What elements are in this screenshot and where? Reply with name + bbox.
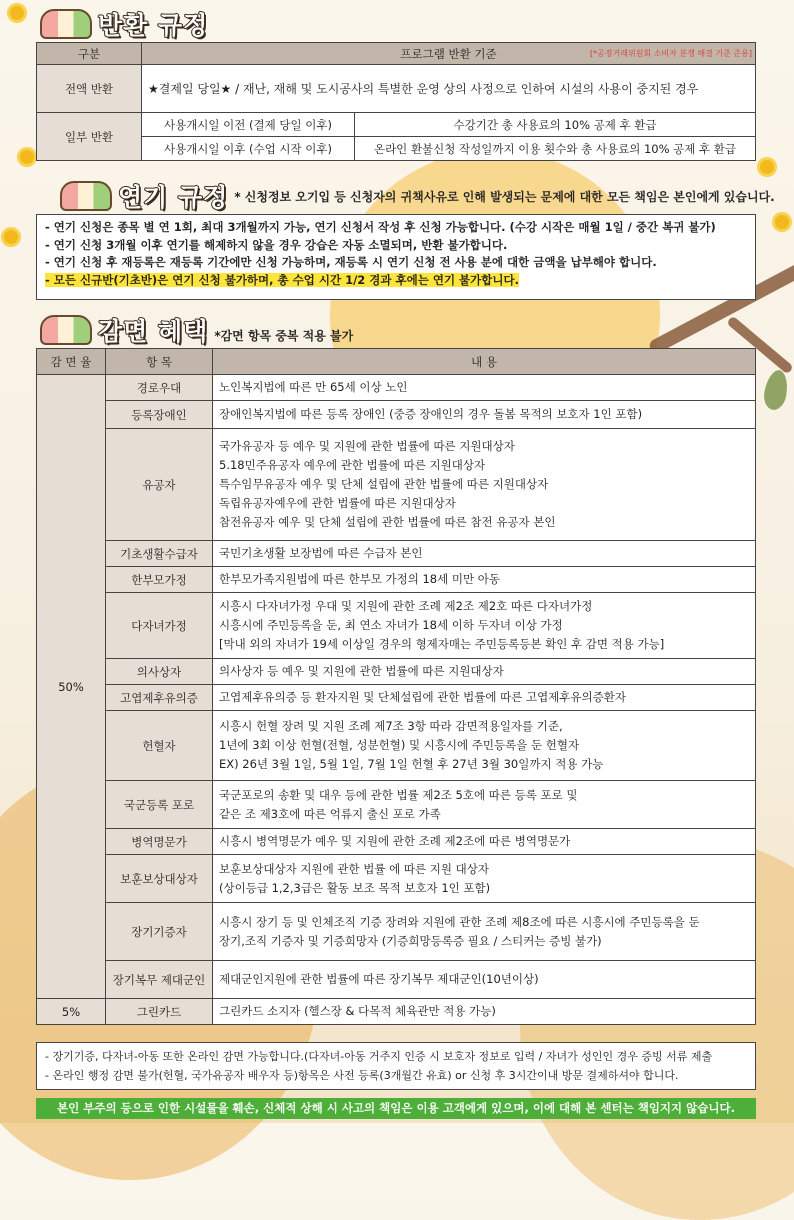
- discount-desc-line: 독립유공자예우에 관한 법률에 따른 지원대상자: [219, 496, 456, 510]
- discount-desc-line: 한부모가족지원법에 따른 한부모 가정의 18세 미만 아동: [219, 572, 500, 586]
- leaf-decoration: [762, 368, 791, 411]
- discount-desc-line: (상이등급 1,2,3급은 활동 보조 목적 보호자 1인 포함): [219, 880, 491, 895]
- discount-desc: [213, 375, 756, 401]
- discount-desc: [213, 593, 756, 659]
- discount-desc-line: 국군포로의 송환 및 대우 등에 관한 법률 제2조 5호에 따른 등록 포로 및: [219, 787, 578, 802]
- refund-full-label: 전액 반환: [37, 65, 142, 113]
- postpone-heading: [60, 178, 775, 214]
- discount-desc: [213, 961, 756, 999]
- discount-desc-line: 시흥시 장기 등 및 인체조직 기증 장려와 지원에 관한 조례 제8조에 따른 시흥시에 주민등록을 둔: [219, 914, 700, 929]
- discount-desc: [213, 781, 756, 829]
- discount-desc-line: [막내 외의 자녀가 19세 이상일 경우의 형제자매는 주민등록등본 확인 후 감면 적용 가능]: [219, 637, 665, 651]
- discount-desc-line: 시흥시 다자녀가정 우대 및 지원에 관한 조례 제2조 제2호 따른 다자녀가정: [219, 599, 593, 613]
- discount-desc: [213, 541, 756, 567]
- discount-item: 병역명문가: [106, 829, 213, 855]
- discount-desc-line: 같은 조 제3호에 따른 억류지 출신 포로 가족: [219, 806, 441, 821]
- discount-desc: [213, 429, 756, 541]
- discount-desc: [213, 711, 756, 781]
- discount-desc-greencard: 그린카드 소지자 (헬스장 & 다목적 체육관만 적용 가능): [213, 999, 756, 1025]
- discount-desc-line: 시흥시 병역명문가 예우 및 지원에 관한 조례 제2조에 따른 병역명문가: [219, 834, 571, 848]
- refund-header-category: 구분: [37, 43, 142, 65]
- refund-partial-rule: 수강기간 총 사용료의 10% 공제 후 환급: [355, 113, 756, 137]
- discount-desc-line: 참전유공자 예우 및 단체 설립에 관한 법률에 따른 참전 유공자 본인: [219, 515, 556, 529]
- refund-header-criteria: [142, 43, 756, 65]
- refund-partial-when: 사용개시일 이후 (수업 시작 이후): [142, 137, 355, 161]
- discount-item: 장기복무 제대군인: [106, 961, 213, 999]
- discount-item: 등록장애인: [106, 401, 213, 429]
- songpyeon-icon: [60, 181, 112, 211]
- discount-desc: [213, 855, 756, 903]
- flower-decoration: [775, 215, 789, 229]
- discount-desc-line: 보훈보상대상자 지원에 관한 법률 에 따른 지원 대상자: [219, 861, 489, 876]
- discount-note: *감면 항목 중복 적용 불가: [214, 328, 354, 343]
- discount-title: 감면 혜택: [98, 317, 209, 346]
- discount-desc-line: 1년에 3회 이상 헌혈(전혈, 성분헌혈) 및 시흥시에 주민등록을 둔 헌혈자: [219, 738, 580, 752]
- refund-header-criteria-label: 프로그램 반환 기준: [400, 46, 497, 61]
- discount-desc: [213, 829, 756, 855]
- refund-partial-rule: 온라인 환불신청 작성일까지 이용 횟수와 총 사용료의 10% 공제 후 환급: [355, 137, 756, 161]
- discount-desc: [213, 401, 756, 429]
- discount-item: 의사상자: [106, 659, 213, 685]
- refund-partial-label: 일부 반환: [37, 113, 142, 161]
- refund-full-text: ★결제일 당일★ / 재난, 재해 및 도시공사의 특별한 운영 상의 사정으로 인하여 시설의 사용이 중지된 경우: [142, 65, 756, 113]
- discount-item: 한부모가정: [106, 567, 213, 593]
- discount-desc-line: 노인복지법에 따른 만 65세 이상 노인: [219, 380, 408, 394]
- discount-desc-line: 고엽제후유의증 등 환자지원 및 단체설립에 관한 법률에 따른 고엽제후유의증환자: [219, 690, 626, 704]
- postpone-highlight-line: - 모든 신규반(기초반)은 연기 신청 불가하며, 총 수업 시간 1/2 경과 후에는 연기 불가합니다.: [45, 272, 519, 287]
- note-line: - 온라인 행정 감면 불가(헌혈, 국가유공자 배우자 등)항목은 사전 등록(3개월간 유효) or 신청 후 3시간이내 방문 결제하셔야 합니다.: [45, 1069, 679, 1082]
- flower-decoration: [20, 150, 34, 164]
- refund-title: 반환 규정: [98, 11, 209, 40]
- flower-decoration: [10, 6, 24, 20]
- postpone-box: [36, 214, 756, 300]
- discount-header-item: 항 목: [106, 349, 213, 375]
- discount-desc-line: 특수임무유공자 예우 및 단체 설립에 관한 법률에 따른 지원대상자: [219, 477, 549, 491]
- discount-desc-line: 5.18민주유공자 예우에 관한 법률에 따른 지원대상자: [219, 458, 486, 472]
- flower-decoration: [760, 160, 774, 174]
- discount-header-rate: 감 면 율: [37, 349, 106, 375]
- footer-warning: 본인 부주의 등으로 인한 시설물을 훼손, 신체적 상해 시 사고의 책임은 이용 고객에게 있으며, 이에 대해 본 센터는 책임지지 않습니다.: [36, 1098, 756, 1119]
- postpone-line: - 연기 신청 3개월 이후 연기를 해제하지 않을 경우 강습은 자동 소멸되며, 반환 불가합니다.: [45, 237, 508, 252]
- postpone-line: - 연기 신청 후 재등록은 재등록 기간에만 신청 가능하며, 재등록 시 연기 신청 전 사용 분에 대한 금액을 납부해야 합니다.: [45, 255, 657, 269]
- discount-desc-line: 국가유공자 등 예우 및 지원에 관한 법률에 따른 지원대상자: [219, 439, 515, 453]
- refund-partial-when: 사용개시일 이전 (결제 당일 이후): [142, 113, 355, 137]
- postpone-line: - 연기 신청은 종목 별 연 1회, 최대 3개월까지 가능, 연기 신청서 작성 후 신청 가능합니다. (수강 시작은 매월 1일 / 중간 복귀 불가): [45, 220, 716, 234]
- discount-rate-5: 5%: [37, 999, 106, 1025]
- discount-heading: [40, 312, 353, 348]
- discount-desc-line: 장애인복지법에 따른 등록 장애인 (중증 장애인의 경우 돌봄 목적의 보호자 1인 포함): [219, 407, 643, 421]
- notes-box: [36, 1042, 756, 1090]
- discount-desc-line: 국민기초생활 보장법에 따른 수급자 본인: [219, 546, 423, 560]
- songpyeon-icon: [40, 315, 92, 345]
- discount-desc-line: 의사상자 등 예우 및 지원에 관한 법률에 따른 지원대상자: [219, 664, 504, 678]
- discount-header-desc: 내 용: [213, 349, 756, 375]
- note-line: - 장기기증, 다자녀-아동 또한 온라인 감면 가능합니다.(다자녀-아동 거주지 인증 시 보호자 정보로 입력 / 자녀가 성인인 경우 증빙 서류 제출: [45, 1050, 713, 1063]
- discount-desc: [213, 567, 756, 593]
- refund-table: [36, 42, 756, 161]
- discount-item: 기초생활수급자: [106, 541, 213, 567]
- discount-desc-line: 장기,조직 기증자 및 기증희망자 (기증희망등록증 필요 / 스티커는 증빙 불가): [219, 933, 602, 948]
- songpyeon-icon: [40, 9, 92, 39]
- discount-desc-line: 제대군인지원에 관한 법률에 따른 장기복무 제대군인(10년이상): [219, 972, 539, 986]
- discount-item: 장기기증자: [106, 903, 213, 961]
- postpone-note: * 신청정보 오기입 등 신청자의 귀책사유로 인해 발생되는 문제에 대한 모든 책임은 본인에게 있습니다.: [234, 189, 775, 204]
- discount-desc-line: EX) 26년 3월 1일, 5월 1일, 7월 1일 헌혈 후 27년 3월 30일까지 적용 가능: [219, 757, 604, 771]
- discount-rate-50: 50%: [37, 375, 106, 999]
- discount-desc-line: 시흥시 헌혈 장려 및 지원 조례 제7조 3항 따라 감면적용일자를 기준,: [219, 719, 563, 733]
- discount-table: [36, 348, 756, 1025]
- discount-item: 다자녀가정: [106, 593, 213, 659]
- discount-desc-line: 시흥시에 주민등록을 둔, 최 연소 자녀가 18세 이하 두자녀 이상 가정: [219, 618, 563, 632]
- discount-item: 고엽제후유의증: [106, 685, 213, 711]
- discount-item: 헌혈자: [106, 711, 213, 781]
- discount-item: 보훈보상대상자: [106, 855, 213, 903]
- discount-item: 유공자: [106, 429, 213, 541]
- refund-header-note: [*공정거래위원회 소비자 분쟁 해결 기준 준용]: [589, 49, 752, 58]
- discount-desc: [213, 903, 756, 961]
- discount-item: 경로우대: [106, 375, 213, 401]
- refund-heading: [40, 6, 208, 42]
- discount-item-greencard: 그린카드: [106, 999, 213, 1025]
- discount-item: 국군등록 포로: [106, 781, 213, 829]
- postpone-title: 연기 규정: [118, 183, 229, 212]
- discount-desc: [213, 659, 756, 685]
- flower-decoration: [4, 230, 18, 244]
- discount-desc: [213, 685, 756, 711]
